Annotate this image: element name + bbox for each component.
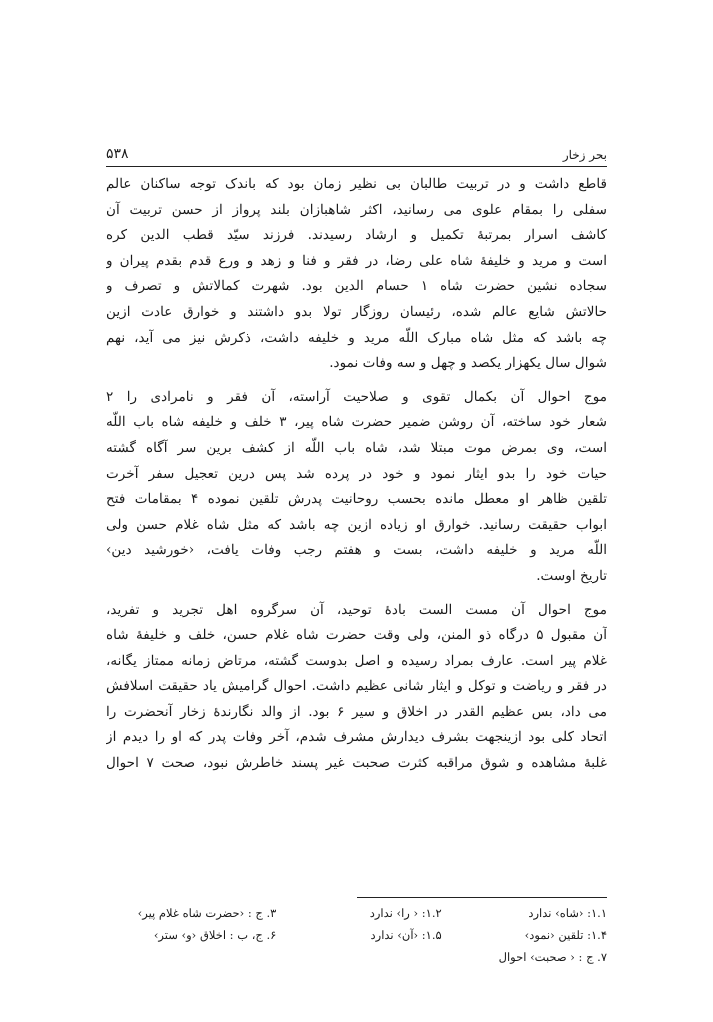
footnote-row bbox=[106, 924, 607, 946]
text-line: در فقر و ریاضت و توکل و ایثار شانی عظیم داشت. احوال گرامیش یاد حقیقت اسلافش bbox=[106, 678, 607, 695]
paragraph-2 bbox=[106, 385, 607, 590]
paragraph-3 bbox=[106, 598, 607, 777]
text-line: است و مرید و خلیفهٔ شاه علی رضا، در فقر و فنا و زهد و ورع قدم بقدم پیران و bbox=[106, 252, 607, 269]
text-line: قاطع داشت و در تربیت طالبان بی نظیر زمان بود که باندک توجه ساکنان عالم bbox=[106, 176, 607, 192]
text-line: غلبهٔ مشاهده و شوق مراقبه کثرت صحبت غیر پسند خاطرش نبود، صحت ۷ احوال bbox=[106, 755, 607, 772]
header-rule bbox=[106, 166, 607, 167]
text-line: سفلی را بمقام علوی می رسانید، اکثر شاهبازان بلند پرواز از حسن تربیت آن bbox=[106, 201, 607, 218]
footnote: ۱.۱: ‹شاه› ندارد bbox=[528, 906, 607, 920]
text-line: تاریخ اوست. bbox=[536, 567, 607, 584]
main-text bbox=[106, 172, 607, 777]
page-number: ۵۳۸ bbox=[106, 146, 129, 162]
footnote: ۱.۵: ‹آن› ندارد bbox=[370, 928, 442, 942]
text-line: ابواب حقیقت رسانید. خوارق او زیاده ازین چه باشد که مثل شاه غلام حسن ولی bbox=[106, 516, 607, 533]
text-line: حالاتش شایع عالم شده، رئیسان روزگار تولا بدو داشتند و خوارق عادت ازین bbox=[106, 303, 607, 320]
page-header bbox=[106, 144, 607, 166]
footnote-row bbox=[106, 902, 607, 924]
text-line: سجاده نشین حضرت شاه ۱ حسام الدین بود. شهرت کمالاتش و تصرف و bbox=[106, 278, 607, 295]
text-line: تلقین ظاهر او معطل مانده بحسب روحانیت پدرش تلقین نموده ۴ بمقامات فتح bbox=[106, 491, 607, 508]
text-line: است، وی بمرض موت مبتلا شد، شاه باب اللّه از کشف برین سر آگاه گشته bbox=[106, 439, 607, 456]
text-line: غلام پیر است. عارف بمراد رسیده و اصل بدوست گشته، مرتاض زمانه ممتاز یگانه، bbox=[106, 652, 607, 669]
footnote: ۶. ج، ب : اخلاق ‹و› ستر› bbox=[153, 928, 277, 942]
text-line: کاشف اسرار بمرتبهٔ تکمیل و ارشاد رسیدند. فرزند سیّد قطب الدین کره bbox=[106, 227, 607, 244]
footnote: ۱.۲: ‹ را› ندارد bbox=[369, 906, 442, 920]
text-line: شعار خود ساخته، آن روشن ضمیر حضرت شاه پیر، ۳ خلف و خلیفه شاه باب اللّه bbox=[106, 414, 607, 431]
footnotes bbox=[106, 902, 607, 968]
text-line: موج احوال آن مست الست بادهٔ توحید، آن سرگروه اهل تجرید و تفرید، bbox=[106, 601, 607, 618]
text-line: حیات خود را بدو ایثار نمود و خود در پرده شد پس درین تعجیل سفر آخرت bbox=[106, 465, 607, 482]
footnote: ۱.۴: تلقین ‹نمود› bbox=[524, 928, 607, 942]
text-line: شوال سال یکهزار یکصد و چهل و سه وفات نمود. bbox=[329, 355, 607, 372]
footnote: ۳. ج : ‹حضرت شاه غلام پیر› bbox=[137, 906, 277, 920]
text-line: اللّه مرید و خلیفه داشت، بست و هفتم رجب وفات یافت، ‹خورشید دین› bbox=[106, 542, 607, 559]
text-line: چه باشد که مثل شاه مبارک اللّه مرید و خلیفه داشت، ذکرش نیز می آید، نهم bbox=[106, 329, 607, 346]
text-line: آن مقبول ۵ درگاه ذو المنن، ولی وقت حضرت شاه غلام حسن، خلف و خلیفهٔ شاه bbox=[106, 627, 607, 644]
text-line: موج احوال آن بکمال تقوی و صلاحیت آراسته، آن فقر و نامرادی را ۲ bbox=[106, 388, 607, 405]
text-line: اتحاد کلی بود ازینجهت بشرف دیدارش مشرف شدم، آخر وفات پدر که او را دیدم از bbox=[106, 729, 607, 746]
running-title: بحر زخار bbox=[562, 148, 607, 162]
paragraph-1 bbox=[106, 172, 607, 377]
footnote: ۷. ج : ‹ صحبت› احوال bbox=[498, 950, 607, 964]
footnote-rule bbox=[357, 897, 607, 898]
text-line: می داد، بس عظیم القدر در اخلاق و سیر ۶ بود. از والد نگارندهٔ زخار آنحضرت را bbox=[106, 703, 607, 720]
footnote-row bbox=[106, 946, 607, 968]
